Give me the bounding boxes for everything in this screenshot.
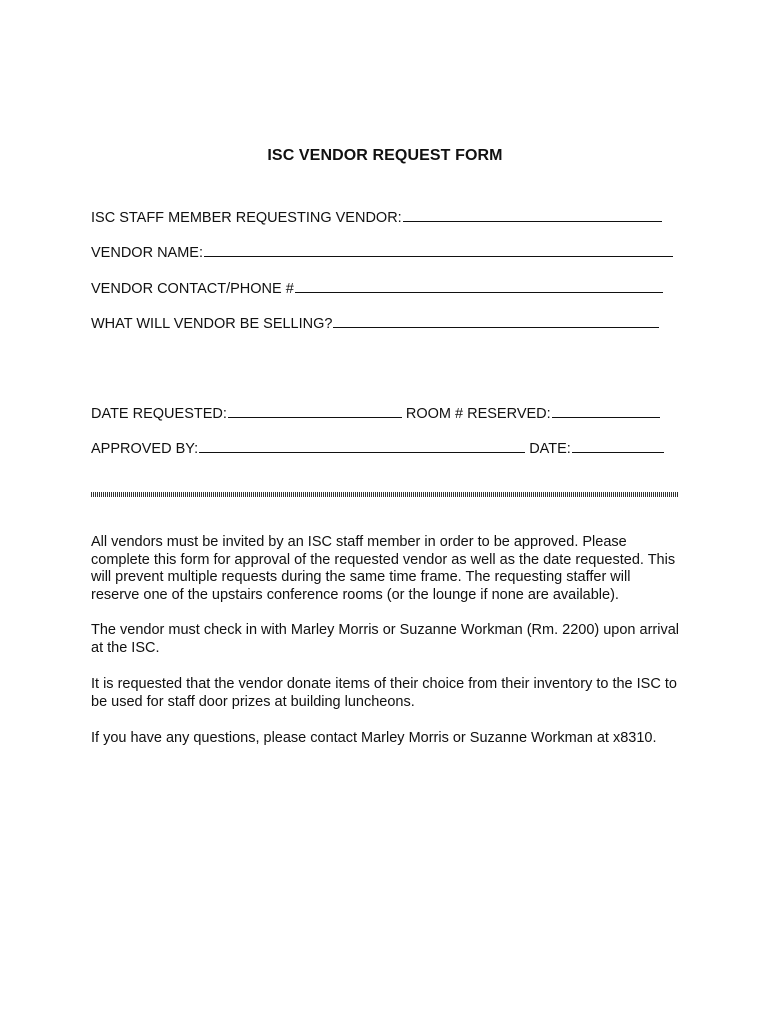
approved-by-blank[interactable]: [199, 438, 525, 453]
selling-label: WHAT WILL VENDOR BE SELLING?: [91, 316, 333, 332]
date-room-field: [91, 403, 660, 422]
staff-member-label: ISC STAFF MEMBER REQUESTING VENDOR:: [91, 210, 402, 226]
room-reserved-blank[interactable]: [552, 403, 660, 418]
approval-date-blank[interactable]: [572, 438, 664, 453]
form-title: ISC VENDOR REQUEST FORM: [267, 147, 503, 164]
vendor-name-label: VENDOR NAME:: [91, 245, 203, 261]
selling-blank[interactable]: [333, 313, 659, 328]
approval-field: [91, 438, 664, 457]
dotted-divider: [91, 492, 679, 497]
room-reserved-label: ROOM # RESERVED:: [405, 406, 551, 422]
staff-member-blank[interactable]: [403, 207, 662, 222]
instructions-paragraph-4: If you have any questions, please contact Marley Morris or Suzanne Workman at x8310.: [91, 730, 657, 746]
instructions-paragraph-2: The vendor must check in with Marley Morris or Suzanne Workman (Rm. 2200) upon arrival at the ISC.: [91, 622, 680, 656]
vendor-name-blank[interactable]: [204, 242, 673, 257]
vendor-contact-blank[interactable]: [295, 278, 663, 293]
staff-member-field: [91, 207, 662, 226]
date-requested-blank[interactable]: [228, 403, 402, 418]
selling-field: [91, 313, 659, 332]
approval-date-label: DATE:: [529, 441, 571, 457]
vendor-contact-label: VENDOR CONTACT/PHONE #: [91, 281, 294, 297]
vendor-contact-field: [91, 278, 663, 297]
approved-by-label: APPROVED BY:: [91, 441, 199, 457]
vendor-name-field: [91, 242, 673, 261]
instructions-paragraph-1: All vendors must be invited by an ISC staff member in order to be approved. Please complete this form for approval of the requested vendor as well as the date requested. This will prevent multiple requests during the same time frame. The requesting staffer will reserve one of the upstairs conference rooms (or the lounge if none are available).: [91, 534, 676, 603]
date-requested-label: DATE REQUESTED:: [91, 406, 227, 422]
instructions-paragraph-3: It is requested that the vendor donate items of their choice from their inventory to the ISC to be used for staff door prizes at building luncheons.: [91, 676, 677, 710]
